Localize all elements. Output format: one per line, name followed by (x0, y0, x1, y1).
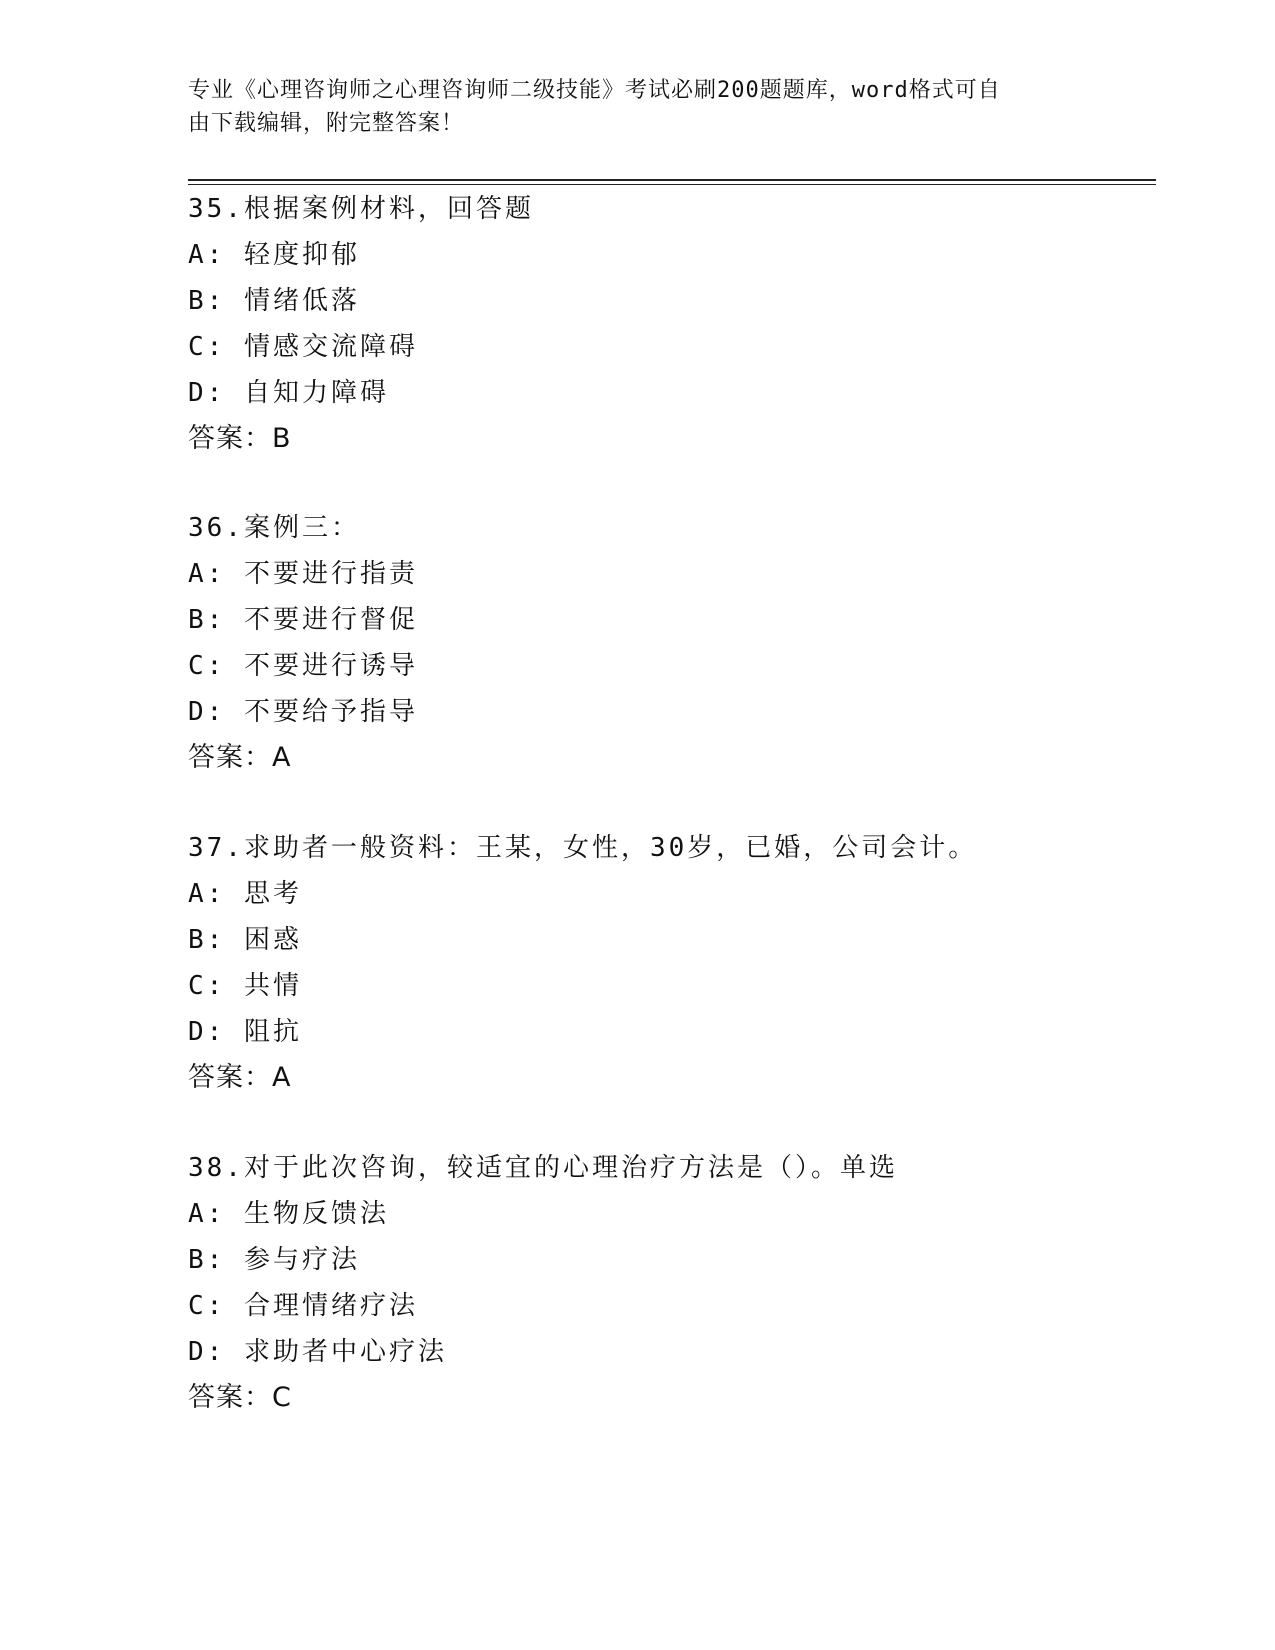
option-a: A: 生物反馈法 (188, 1199, 389, 1229)
header-divider-thin (188, 184, 1156, 185)
option-b: B: 参与疗法 (188, 1245, 360, 1275)
option-a: A: 轻度抑郁 (188, 240, 360, 270)
option-b: B: 困惑 (188, 925, 302, 955)
header-line-1: 专业《心理咨询师之心理咨询师二级技能》考试必刷200题题库，word格式可自 (188, 78, 1001, 103)
option-d: D: 求助者中心疗法 (188, 1337, 447, 1367)
option-c: C: 共情 (188, 971, 302, 1001)
header-line-2: 由下载编辑，附完整答案！ (188, 111, 465, 136)
option-a: A: 不要进行指责 (188, 559, 418, 589)
option-c: C: 情感交流障碍 (188, 332, 418, 362)
document-header (188, 74, 1068, 140)
question-38 (188, 1145, 1148, 1421)
answer-line: 答案：A (188, 742, 292, 773)
answer-line: 答案：B (188, 423, 292, 454)
option-a: A: 思考 (188, 879, 302, 909)
option-d: D: 不要给予指导 (188, 697, 418, 727)
option-d: D: 自知力障碍 (188, 378, 389, 408)
answer-line: 答案：A (188, 1062, 292, 1093)
answer-line: 答案：C (188, 1382, 292, 1413)
question-37 (188, 825, 1148, 1101)
question-35 (188, 186, 1148, 462)
question-stem: 38.对于此次咨询，较适宜的心理治疗方法是（）。单选 (188, 1153, 898, 1183)
option-b: B: 情绪低落 (188, 286, 360, 316)
question-stem: 37.求助者一般资料：王某，女性，30岁，已婚，公司会计。 (188, 833, 978, 863)
question-stem: 36.案例三： (188, 513, 360, 543)
option-c: C: 合理情绪疗法 (188, 1291, 418, 1321)
header-divider-thick (188, 179, 1156, 181)
question-36 (188, 505, 1148, 781)
option-c: C: 不要进行诱导 (188, 651, 418, 681)
question-stem: 35.根据案例材料，回答题 (188, 194, 534, 224)
option-d: D: 阻抗 (188, 1017, 302, 1047)
option-b: B: 不要进行督促 (188, 605, 418, 635)
